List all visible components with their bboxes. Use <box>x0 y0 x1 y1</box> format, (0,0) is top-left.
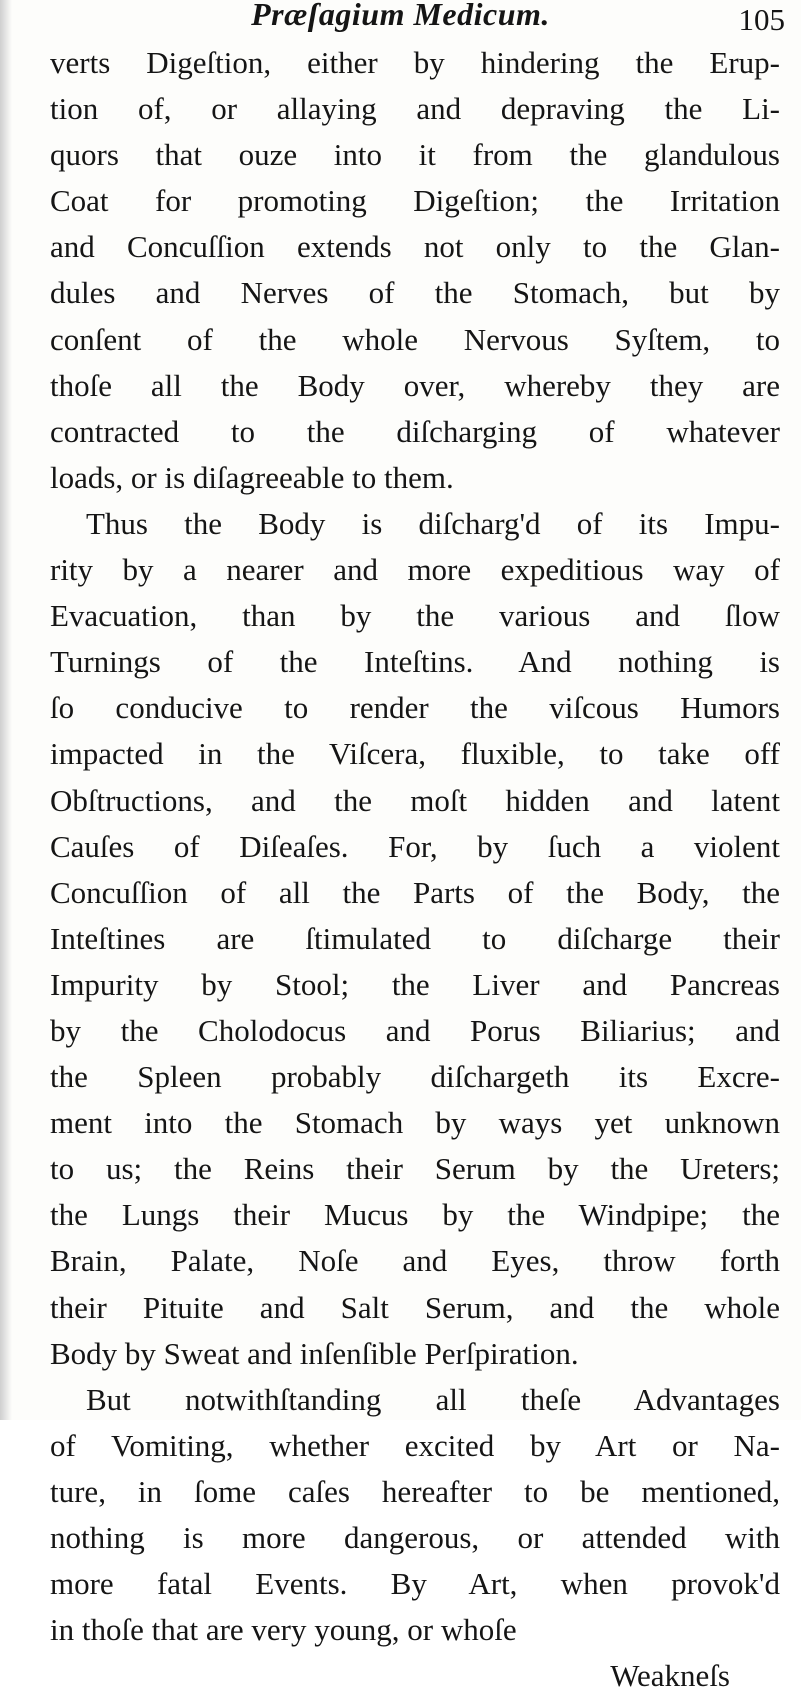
text-line: and Concuſſion extends not only to the Glan- <box>50 229 780 265</box>
text-line: their Pituite and Salt Serum, and the whole <box>50 1289 780 1325</box>
catchword: Weakneſs <box>610 1658 730 1694</box>
text-line: Cauſes of Diſeaſes. For, by ſuch a violent <box>50 828 780 864</box>
text-line: Inteſtines are ſtimulated to diſcharge their <box>50 920 780 956</box>
text-line: tion of, or allaying and depraving the Li- <box>50 91 780 127</box>
text-line: of Vomiting, whether excited by Art or Na- <box>50 1427 780 1463</box>
paragraph-end-line: loads, or is diſagreeable to them. <box>50 459 454 495</box>
running-head-title: Præſagium Medicum. <box>251 0 550 32</box>
text-line: impacted in the Viſcera, fluxible, to take off <box>50 736 780 772</box>
text-line: Concuſſion of all the Parts of the Body, the <box>50 874 780 910</box>
text-line: verts Digeſtion, either by hindering the Erup- <box>50 45 780 80</box>
text-line: by the Cholodocus and Porus Biliarius; and <box>50 1012 780 1048</box>
text-line: thoſe all the Body over, whereby they are <box>50 367 780 403</box>
text-line: to us; the Reins their Serum by the Ureters; <box>50 1151 780 1187</box>
text-line: conſent of the whole Nervous Syſtem, to <box>50 321 780 357</box>
text-line: quors that ouze into it from the glandulous <box>50 137 780 173</box>
text-line: nothing is more dangerous, or attended with <box>50 1520 780 1555</box>
text-line: dules and Nerves of the Stomach, but by <box>50 275 780 311</box>
paragraph-start-line: Thus the Body is diſcharg'd of its Impu- <box>86 505 780 541</box>
paragraph-start-line: But notwithſtanding all theſe Advantages <box>86 1381 780 1417</box>
text-line: Turnings of the Inteſtins. And nothing is <box>50 644 780 680</box>
text-line: ſo conducive to render the viſcous Humors <box>50 690 780 726</box>
text-line: Brain, Palate, Noſe and Eyes, throw forth <box>50 1243 780 1279</box>
text-line: Coat for promoting Digeſtion; the Irritation <box>50 183 780 219</box>
text-line: Impurity by Stool; the Liver and Pancreas <box>50 966 780 1002</box>
text-line: in thoſe that are very young, or whoſe <box>50 1612 517 1648</box>
text-line: the Spleen probably diſchargeth its Excre- <box>50 1059 780 1095</box>
text-line: more fatal Events. By Art, when provok'd <box>50 1566 780 1602</box>
text-line: contracted to the diſcharging of whatever <box>50 413 780 449</box>
running-head <box>0 0 801 37</box>
text-line: Evacuation, than by the various and ſlow <box>50 598 780 634</box>
text-line: the Lungs their Mucus by the Windpipe; the <box>50 1197 780 1233</box>
gutter-shadow <box>0 0 12 1420</box>
text-line: rity by a nearer and more expeditious way of <box>50 552 780 588</box>
paragraph-end-line: Body by Sweat and inſenſible Perſpiration. <box>50 1335 579 1371</box>
text-line: Obſtructions, and the moſt hidden and latent <box>50 782 780 818</box>
page-number: 105 <box>738 2 785 37</box>
body-text <box>50 40 780 1699</box>
text-line: ment into the Stomach by ways yet unknown <box>50 1105 780 1141</box>
text-line: ture, in ſome caſes hereafter to be mentioned, <box>50 1473 780 1509</box>
